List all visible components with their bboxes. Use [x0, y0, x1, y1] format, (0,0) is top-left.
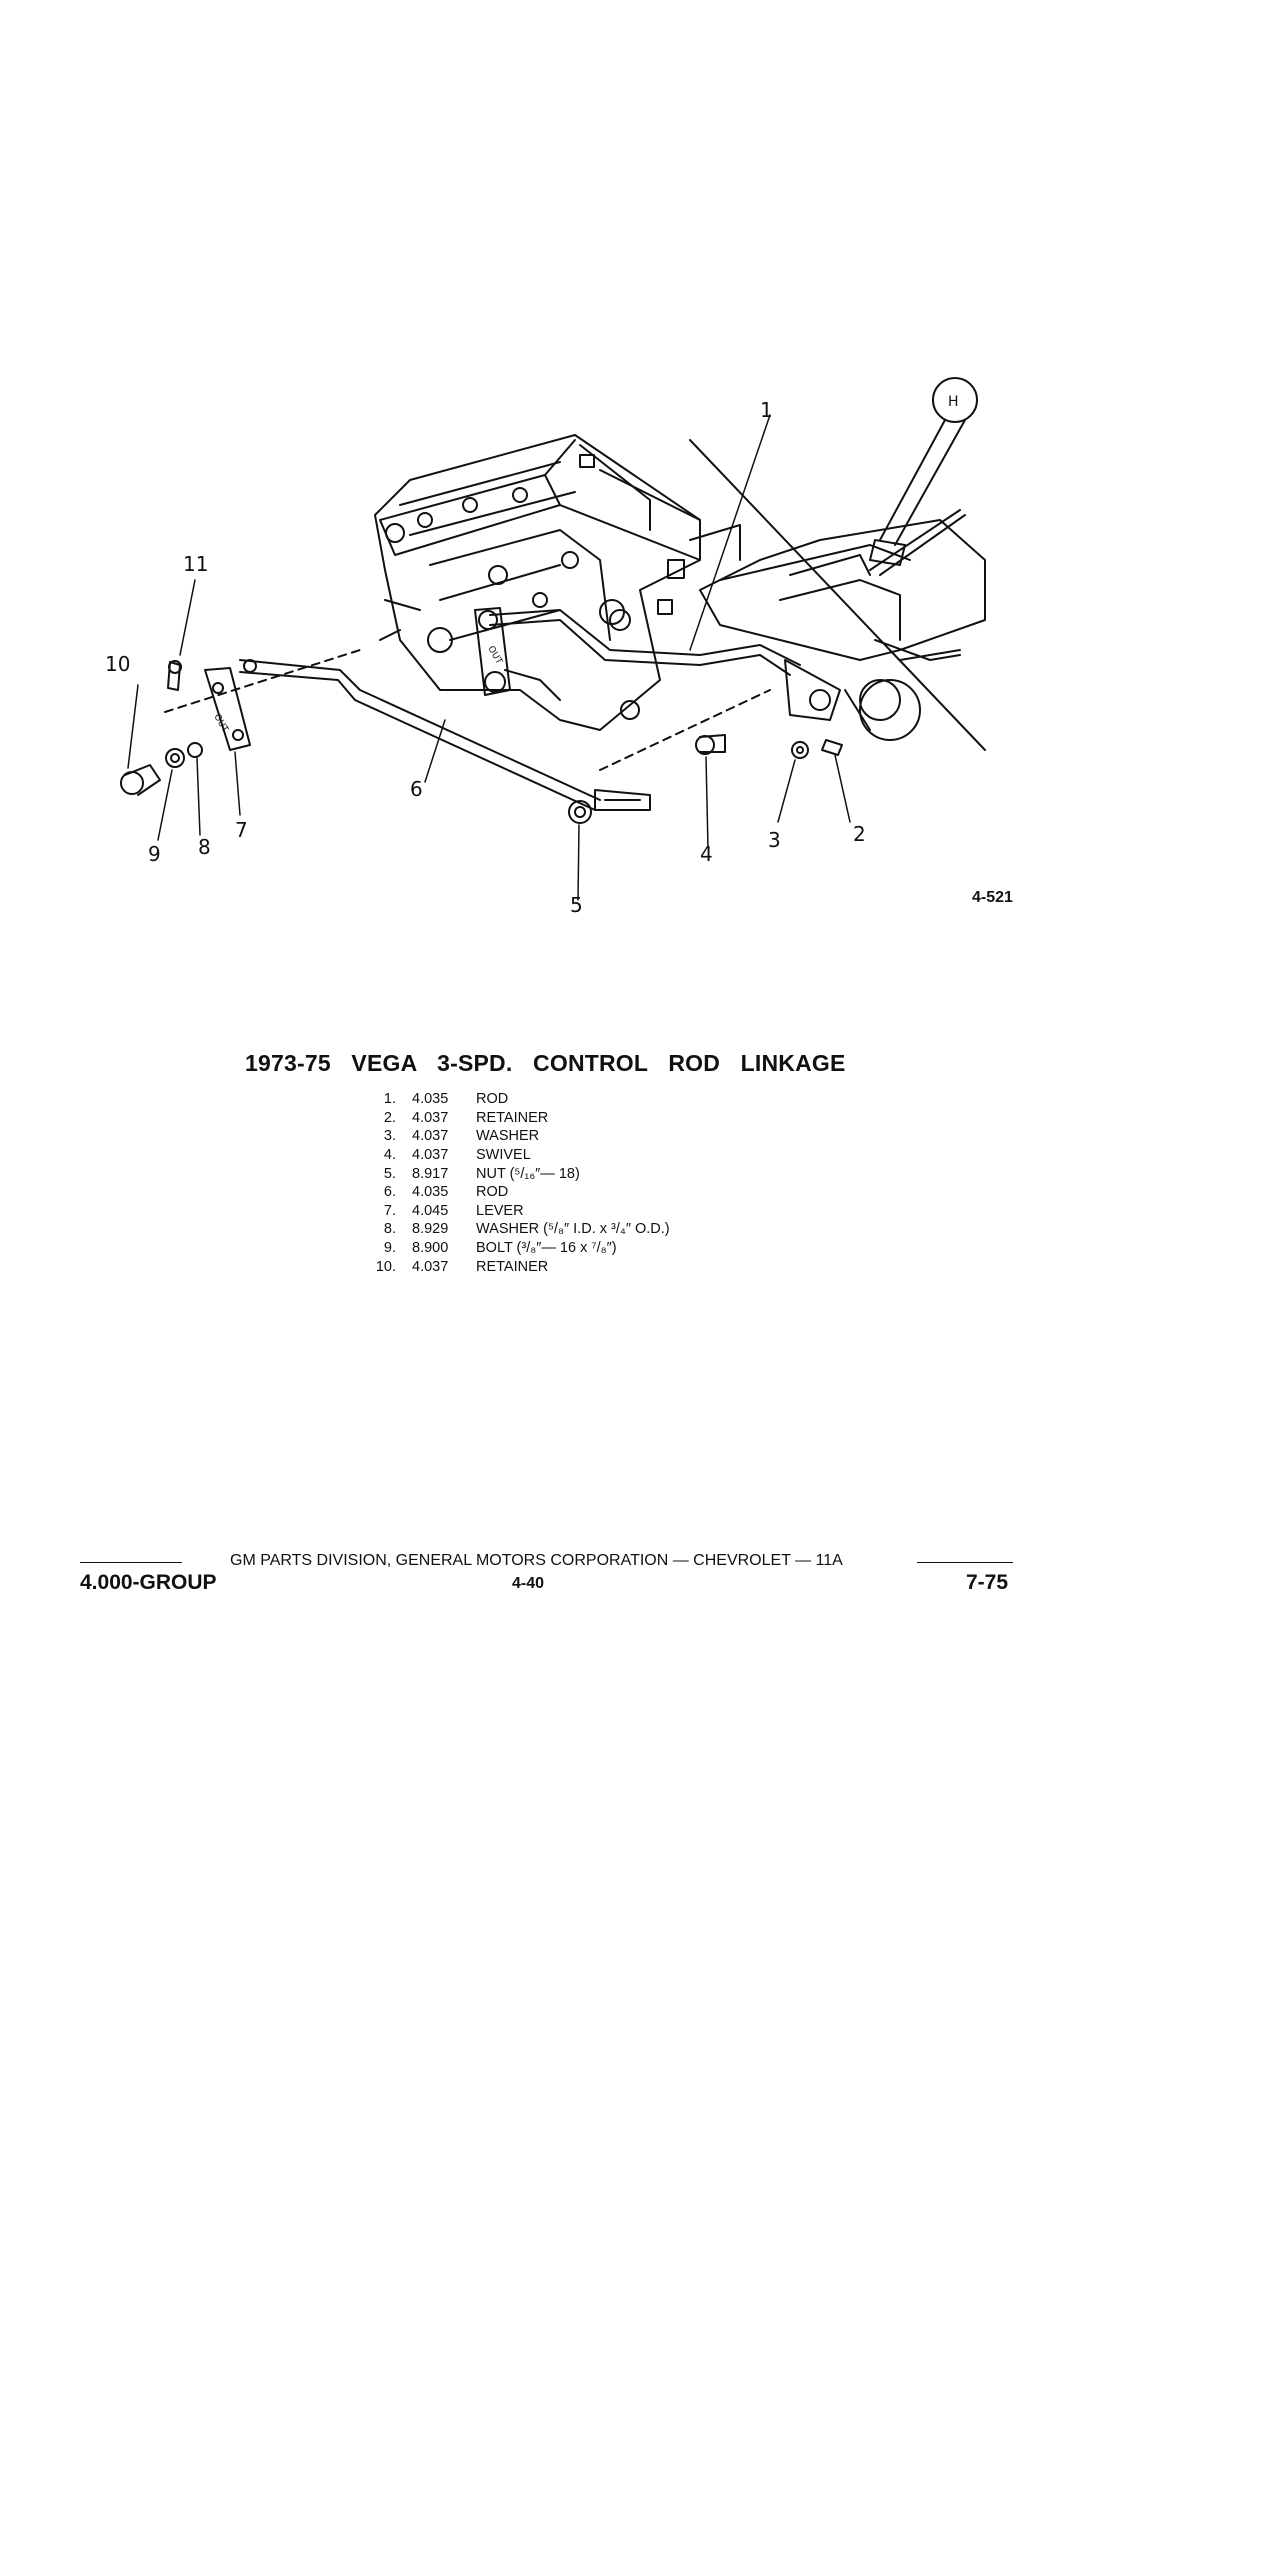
parts-row — [360, 1127, 670, 1146]
part-group: 4.037 — [412, 1147, 449, 1164]
part-group: 8.917 — [412, 1165, 449, 1182]
parts-list — [360, 1090, 670, 1276]
parts-row — [360, 1202, 670, 1221]
part-description: RETAINER — [476, 1109, 549, 1126]
parts-row — [360, 1090, 670, 1109]
linkage-diagram — [0, 0, 1271, 1000]
part-group: 8.929 — [412, 1221, 449, 1238]
part-number: 9. — [383, 1240, 396, 1257]
parts-row — [360, 1183, 670, 1202]
part-number: 5. — [383, 1165, 396, 1182]
parts-row — [360, 1146, 670, 1165]
small-parts — [121, 661, 842, 823]
footer-rule-left — [80, 1562, 182, 1563]
callout-1: 1 — [760, 398, 773, 422]
callout-11: 11 — [183, 552, 209, 576]
part-description: WASHER — [476, 1128, 540, 1145]
part-number: 10. — [375, 1258, 396, 1275]
footer-group: 4.000-GROUP — [80, 1571, 217, 1594]
footer-date: 7-75 — [966, 1571, 1009, 1594]
footer-page-number: 4-40 — [512, 1575, 545, 1592]
parts-row — [360, 1109, 670, 1128]
part-number: 6. — [383, 1184, 396, 1201]
figure-number: 4-521 — [972, 889, 1013, 906]
callout-9: 9 — [148, 842, 161, 866]
parts-row — [360, 1164, 670, 1183]
rod-6 — [240, 660, 650, 810]
callout-4: 4 — [700, 842, 713, 866]
part-group: 4.035 — [412, 1184, 449, 1201]
part-group: 4.037 — [412, 1109, 449, 1126]
part-description: LEVER — [476, 1202, 524, 1219]
parts-row — [360, 1220, 670, 1239]
part-number: 4. — [383, 1147, 396, 1164]
shift-console — [700, 378, 985, 660]
lever-7 — [205, 668, 250, 750]
part-group: 4.037 — [412, 1128, 449, 1145]
svg-text:H: H — [948, 394, 959, 410]
svg-text:OUT: OUT — [211, 712, 230, 735]
part-description: BOLT (³/₈″— 16 x ⁷/₈″) — [476, 1240, 617, 1257]
callout-3: 3 — [768, 828, 781, 852]
part-number: 7. — [383, 1202, 396, 1219]
parts-row — [360, 1257, 670, 1276]
page-title: 1973-75 VEGA 3-SPD. CONTROL ROD LINKAGE — [245, 1050, 846, 1076]
part-number: 1. — [383, 1091, 396, 1108]
part-description: ROD — [476, 1091, 509, 1108]
footer-rule-right — [917, 1562, 1013, 1563]
part-number: 8. — [383, 1221, 396, 1238]
part-description: NUT (⁵/₁₆″— 18) — [476, 1165, 580, 1182]
part-group: 4.045 — [412, 1202, 449, 1219]
callout-7: 7 — [235, 818, 248, 842]
callout-8: 8 — [198, 835, 211, 859]
footer-publisher: GM PARTS DIVISION, GENERAL MOTORS CORPORATION — CHEVROLET — 11A — [230, 1552, 843, 1569]
callout-6: 6 — [410, 777, 423, 801]
part-group: 8.900 — [412, 1240, 449, 1257]
parts-row — [360, 1239, 670, 1258]
svg-text:OUT: OUT — [485, 644, 504, 667]
transmission-housing — [375, 435, 740, 730]
callout-2: 2 — [853, 822, 866, 846]
part-number: 3. — [383, 1128, 396, 1145]
callout-5: 5 — [570, 893, 583, 917]
part-group: 4.035 — [412, 1091, 449, 1108]
part-description: SWIVEL — [476, 1147, 531, 1164]
part-description: ROD — [476, 1184, 509, 1201]
part-description: RETAINER — [476, 1258, 549, 1275]
part-group: 4.037 — [412, 1258, 449, 1275]
part-number: 2. — [383, 1109, 396, 1126]
callout-10: 10 — [105, 652, 131, 676]
part-description: WASHER (⁵/₈″ I.D. x ³/₄″ O.D.) — [476, 1221, 670, 1238]
